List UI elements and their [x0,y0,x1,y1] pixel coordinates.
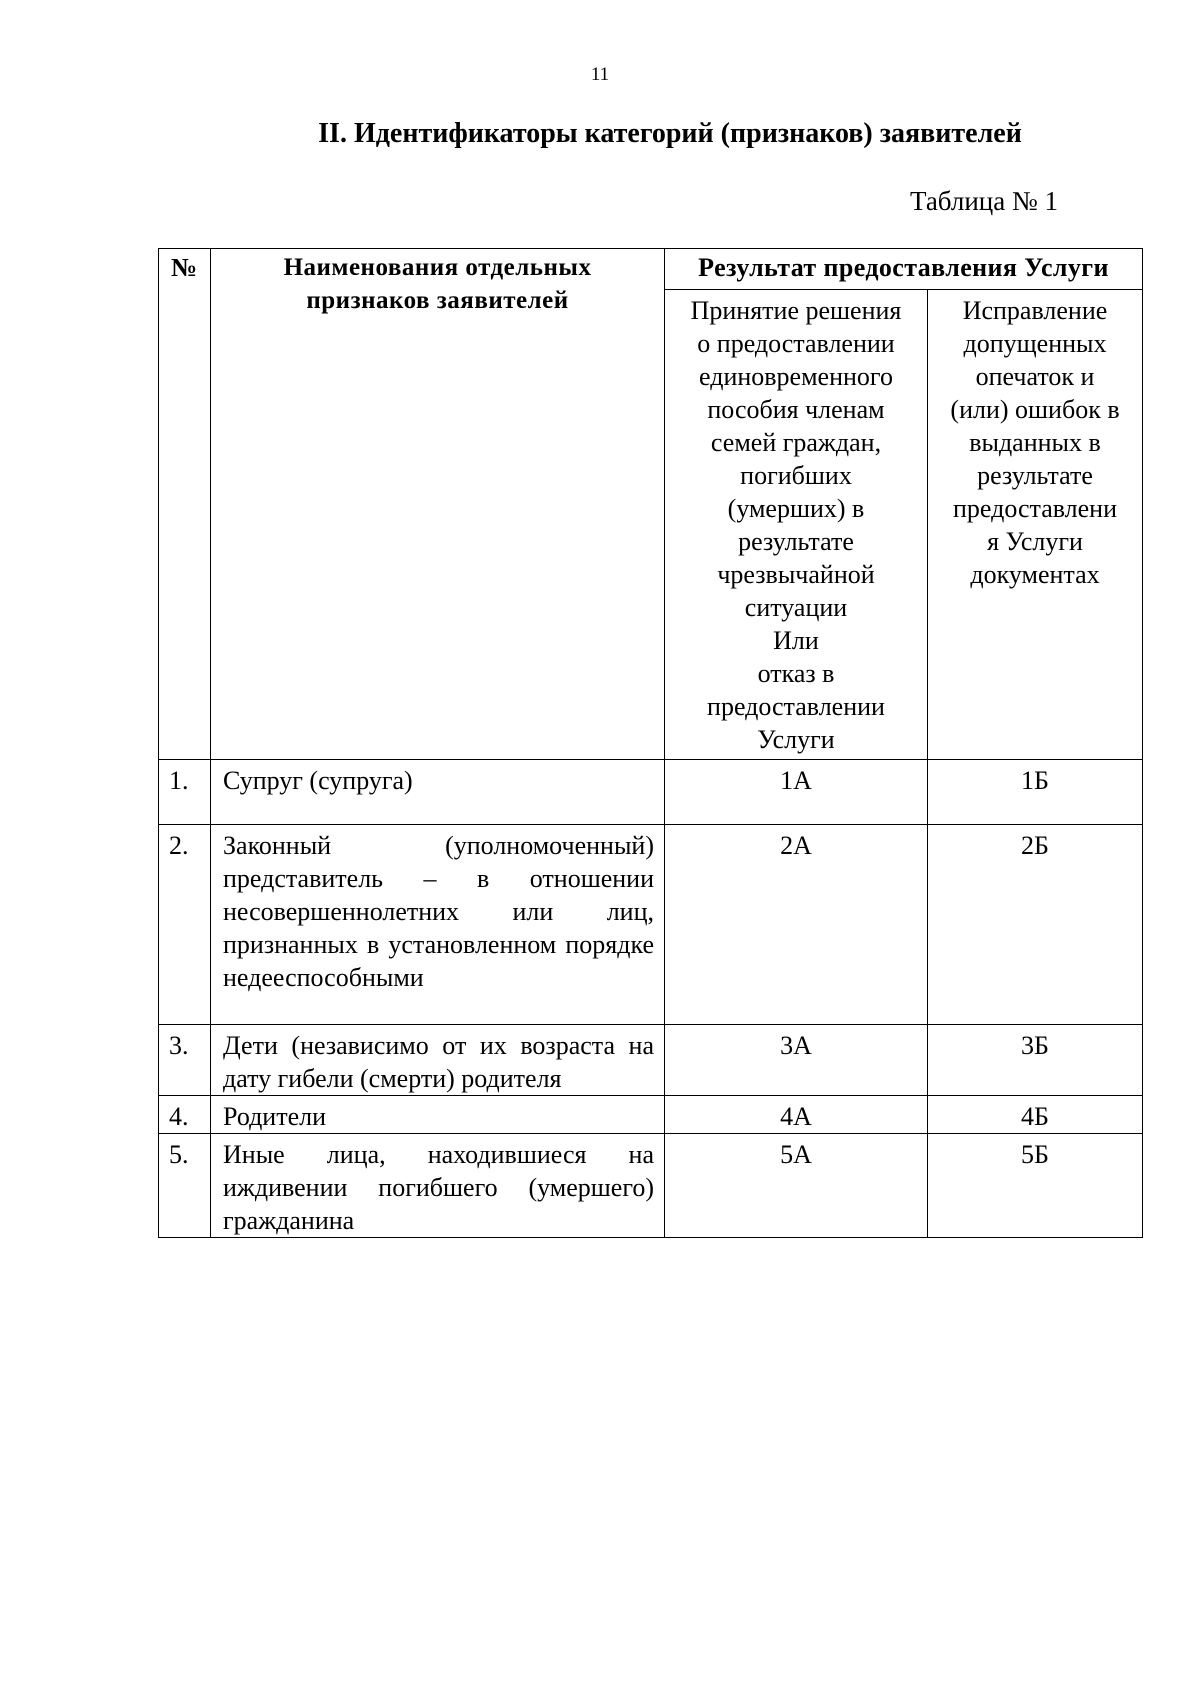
row-name: Иные лица, находившиеся на иждивении погибшего (умершего) гражданина [211,1134,665,1238]
header-line: ситуации [744,593,848,622]
header-line: Исправление [962,296,1108,325]
table-row [159,1096,1143,1134]
header-line: предоставлении [707,692,885,721]
row-code-a: 4А [665,1096,928,1134]
applicant-categories-table [158,248,1143,1238]
table-caption: Таблица № 1 [910,186,1058,216]
row-code-b: 2Б [928,825,1143,1025]
row-number: 1. [159,760,211,825]
header-line: документах [970,560,1100,589]
header-line: единовременного [699,362,893,391]
header-name-line: Наименования отдельных [283,254,592,281]
header-line: (или) ошибок в [950,395,1120,424]
row-number: 4. [159,1096,211,1134]
header-result: Результат предоставления Услуги [665,249,1143,290]
header-line: чрезвычайной [717,560,875,589]
header-result-a [665,290,928,760]
row-code-b: 1Б [928,760,1143,825]
header-line: я Услуги [987,527,1083,556]
header-line: Услуги [757,725,835,754]
table-row [159,760,1143,825]
page-number: 11 [590,64,610,85]
header-number: № [159,249,211,760]
row-code-a: 2А [665,825,928,1025]
table-row [159,1134,1143,1238]
section-title: II. Идентификаторы категорий (признаков) заявителей [318,118,1022,149]
header-line: отказ в [757,659,835,688]
row-code-a: 5А [665,1134,928,1238]
header-line: Или [773,626,819,655]
row-name: Родители [211,1096,665,1134]
row-code-b: 5Б [928,1134,1143,1238]
table-row [159,825,1143,1025]
row-name: Супруг (супруга) [211,760,665,825]
header-line: о предоставлении [697,329,895,358]
row-code-b: 4Б [928,1096,1143,1134]
table-header-row [159,249,1143,290]
header-line: опечаток и [975,362,1095,391]
header-line: предоставлени [952,494,1118,523]
header-name-line: признаков заявителей [306,287,569,314]
header-line: семей граждан, [710,428,882,457]
header-line: Принятие решения [690,296,902,325]
header-line: допущенных [963,329,1107,358]
header-line: пособия членам [707,395,885,424]
row-number: 5. [159,1134,211,1238]
row-code-b: 3Б [928,1025,1143,1096]
table-row [159,1025,1143,1096]
header-name [211,249,665,760]
row-number: 3. [159,1025,211,1096]
header-line: результате [977,461,1093,490]
header-line: погибших [740,461,852,490]
row-name: Законный (уполномоченный) представитель – в отношении несовершеннолетних или лиц, признанных в установленном порядке недееспособными [211,825,665,1025]
header-line: результате [738,527,854,556]
row-name: Дети (независимо от их возраста на дату гибели (смерти) родителя [211,1025,665,1096]
header-result-b [928,290,1143,760]
header-line: (умерших) в [727,494,865,523]
header-line: выданных в [969,428,1101,457]
row-code-a: 1А [665,760,928,825]
row-number: 2. [159,825,211,1025]
row-code-a: 3А [665,1025,928,1096]
